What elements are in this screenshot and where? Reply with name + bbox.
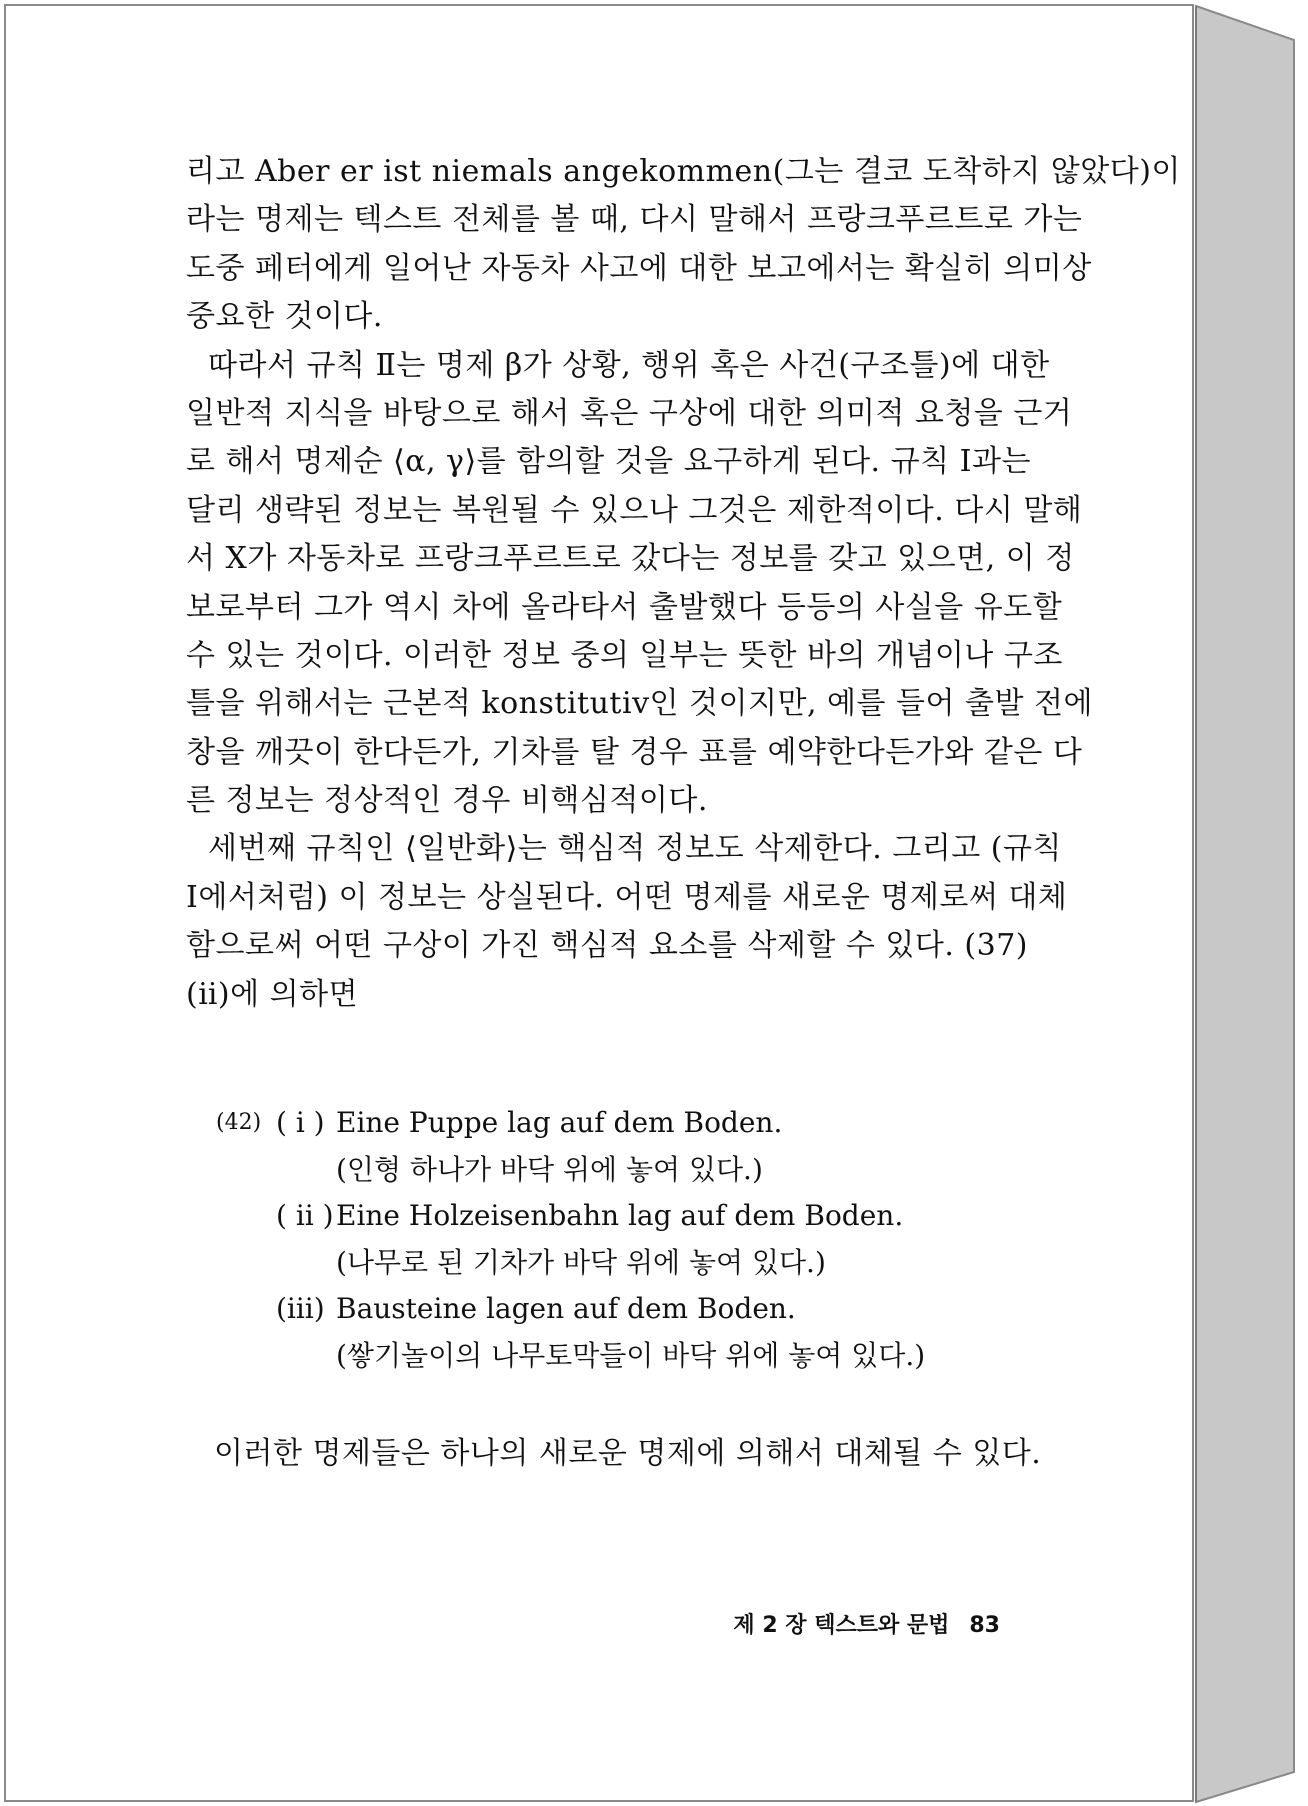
example-item-3-korean xyxy=(216,1333,1016,1380)
example-korean-translation: (쌓기놀이의 나무토막들이 바닥 위에 놓여 있다.) xyxy=(336,1338,926,1372)
example-german-sentence: Eine Puppe lag auf dem Boden. xyxy=(336,1106,783,1139)
paragraph-2-line: 보로부터 그가 역시 차에 올라타서 출발했다 등등의 사실을 유도할 xyxy=(186,589,1063,625)
conclusion-sentence: 이러한 명제들은 하나의 새로운 명제에 의해서 대체될 수 있다. xyxy=(214,1436,1042,1471)
paragraph-1-line: 도중 페터에게 일어난 자동차 사고에 대한 보고에서는 확실히 의미상 xyxy=(186,250,1092,286)
example-item-1-german xyxy=(216,1100,1016,1147)
paragraph-3-line: 세번째 규칙인 ⟨일반화⟩는 핵심적 정보도 삭제한다. 그리고 (규칙 xyxy=(208,831,1062,867)
example-item-3-german xyxy=(216,1286,1016,1333)
paragraph-2-line: 수 있는 것이다. 이러한 정보 중의 일부는 뜻한 바의 개념이나 구조 xyxy=(186,637,1063,673)
chapter-title: 제 2 장 텍스트와 문법 xyxy=(733,1613,950,1638)
paragraph-3-line: (ⅱ)에 의하면 xyxy=(186,976,359,1012)
example-german-sentence: Eine Holzeisenbahn lag auf dem Boden. xyxy=(336,1199,904,1232)
example-korean-translation: (인형 하나가 바닥 위에 놓여 있다.) xyxy=(336,1152,763,1186)
paragraph-2-line: 른 정보는 정상적인 경우 비핵심적이다. xyxy=(186,783,708,819)
example-german-sentence: Bausteine lagen auf dem Boden. xyxy=(336,1292,796,1325)
example-item-1-korean xyxy=(216,1147,1016,1194)
paragraph-3-line: 함으로써 어떤 구상이 가진 핵심적 요소를 삭제할 수 있다. (37) xyxy=(186,928,1028,964)
example-item-2-german xyxy=(216,1193,1016,1240)
paragraph-2-line: 달리 생략된 정보는 복원될 수 있으나 그것은 제한적이다. 다시 말해 xyxy=(186,492,1083,528)
book-side-face xyxy=(1196,6,1294,1802)
paragraph-1-line: 리고 Aber er ist niemals angekommen(그는 결코 도착하지 않았다)이 xyxy=(186,154,1181,189)
example-42-block xyxy=(216,1100,1016,1379)
paragraph-2-line: 틀을 위해서는 근본적 konstitutiv인 것이지만, 예를 들어 출발 전에 xyxy=(186,686,1093,722)
paragraph-1-line: 중요한 것이다. xyxy=(186,299,383,335)
example-item-marker: ( ⅰ ) xyxy=(276,1106,325,1139)
paragraph-2-line: 따라서 규칙 Ⅱ는 명제 β가 상황, 행위 혹은 사건(구조틀)에 대한 xyxy=(208,347,1050,383)
example-item-marker: (ⅲ) xyxy=(276,1292,325,1325)
example-item-marker: ( ⅱ ) xyxy=(276,1199,334,1232)
paragraph-2-line: 서 X가 자동차로 프랑크푸르트로 갔다는 정보를 갖고 있으면, 이 정 xyxy=(186,541,1075,577)
paragraph-2-line: 일반적 지식을 바탕으로 해서 혹은 구상에 대한 의미적 요청을 근거 xyxy=(186,395,1073,431)
page-footer xyxy=(700,1608,1000,1639)
paragraph-2-line: 로 해서 명제순 ⟨α, γ⟩를 함의할 것을 요구하게 된다. 규칙 Ⅰ과는 xyxy=(186,444,1031,480)
example-number: (42) xyxy=(216,1110,262,1135)
page-body-text xyxy=(186,148,1181,1019)
paragraph-2-line: 창을 깨끗이 한다든가, 기차를 탈 경우 표를 예약한다든가와 같은 다 xyxy=(186,734,1083,770)
example-item-2-korean xyxy=(216,1240,1016,1287)
example-korean-translation: (나무로 된 기차가 바닥 위에 놓여 있다.) xyxy=(336,1245,826,1279)
paragraph-1-line: 라는 명제는 텍스트 전체를 볼 때, 다시 말해서 프랑크푸르트로 가는 xyxy=(186,202,1083,238)
paragraph-3-line: Ⅰ에서처럼) 이 정보는 상실된다. 어떤 명제를 새로운 명제로써 대체 xyxy=(186,879,1068,915)
page-number: 83 xyxy=(969,1613,1000,1638)
